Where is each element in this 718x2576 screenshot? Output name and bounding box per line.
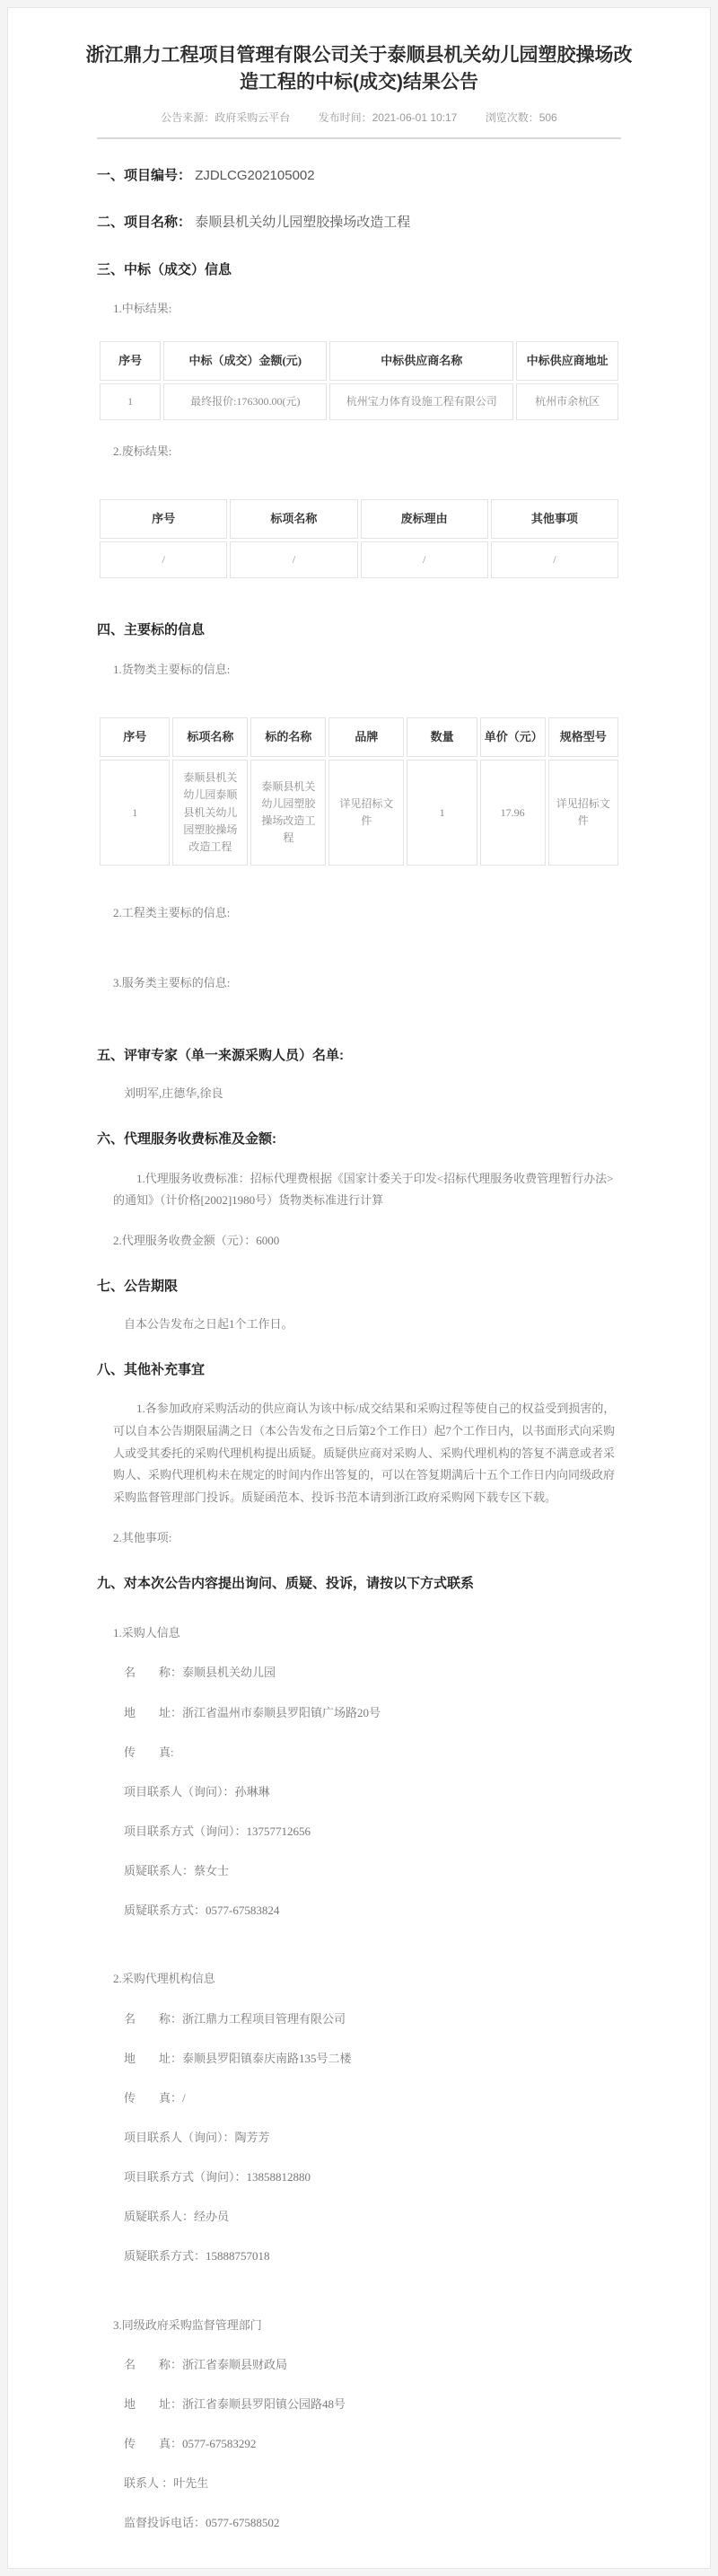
col-header-other: 其他事项	[491, 499, 618, 539]
regulator-complaint-phone: 监督投诉电话：0577-67588502	[124, 2516, 280, 2530]
regulator-contact-person: 联系人 ：叶先生	[124, 2476, 209, 2491]
agency-contact-phone: 项目联系方式（询问）：13858812880	[124, 2170, 311, 2185]
cell-spec: 详见招标文件	[548, 760, 618, 866]
agency-contact-block	[97, 1970, 621, 2265]
cell-subject: 泰顺县机关幼儿园塑胶操场改造工程	[250, 760, 326, 866]
col-header-seq: 序号	[100, 341, 161, 381]
project-number-label: 一、项目编号：	[97, 167, 192, 183]
buyer-title: 1.采购人信息	[113, 1626, 180, 1640]
cell-lot-name: 泰顺县机关幼儿园泰顺县机关幼儿园塑胶操场改造工程	[172, 760, 248, 866]
section-project-name	[97, 213, 621, 233]
cell-amount: 最终报价:176300.00(元)	[163, 383, 327, 420]
regulator-contact-block	[97, 2317, 621, 2533]
works-subject-subheading: 2.工程类主要标的信息:	[113, 906, 231, 920]
table-header-row	[100, 717, 618, 757]
announcement-page	[7, 7, 711, 2569]
buyer-contact-person: 项目联系人（询问）：孙琳琳	[124, 1784, 270, 1798]
col-header-quantity: 数量	[407, 717, 477, 757]
col-header-unit-price: 单价（元）	[480, 717, 546, 757]
buyer-fax: 传 真:	[124, 1745, 174, 1759]
goods-subject-table	[97, 715, 621, 868]
section-agency-fee-heading: 六、代理服务收费标准及金额:	[97, 1131, 276, 1147]
agency-fax: 传 真：/	[124, 2090, 186, 2105]
table-row	[100, 541, 618, 578]
project-name-label: 二、项目名称：	[97, 215, 192, 231]
reject-result-table	[97, 497, 621, 581]
buyer-contact-block	[97, 1624, 621, 1920]
cell-seq: /	[100, 541, 227, 578]
section-notice-period-heading: 七、公告期限	[97, 1279, 179, 1295]
announcement-body	[97, 166, 621, 2533]
col-header-seq: 序号	[100, 717, 170, 757]
buyer-query-phone: 质疑联系方式：0577-67583824	[124, 1903, 280, 1918]
cell-other: /	[491, 541, 618, 578]
agency-contact-person: 项目联系人（询问）：陶芳芳	[124, 2131, 270, 2145]
agency-title: 2.采购代理机构信息	[113, 1972, 215, 1986]
buyer-query-person: 质疑联系人：蔡女士	[124, 1864, 230, 1878]
table-header-row	[100, 341, 618, 381]
cell-lot: /	[230, 541, 357, 578]
regulator-title: 3.同级政府采购监督管理部门	[113, 2317, 262, 2332]
section-contact-heading: 九、对本次公告内容提出询问、质疑、投诉，请按以下方式联系	[97, 1575, 475, 1591]
section-subject-info-heading: 四、主要标的信息	[97, 622, 206, 638]
cell-brand: 详见招标文件	[328, 760, 404, 866]
meta-view-count: 浏览次数：506	[485, 110, 557, 124]
goods-subject-subheading: 1.货物类主要标的信息:	[113, 662, 231, 676]
buyer-address: 地 址：浙江省温州市泰顺县罗阳镇广场路20号	[124, 1705, 381, 1719]
col-header-supplier: 中标供应商名称	[329, 341, 513, 381]
supplementary-other: 2.其他事项:	[113, 1530, 172, 1544]
col-header-subject: 标的名称	[250, 717, 326, 757]
supplementary-clause: 1.各参加政府采购活动的供应商认为该中标/成交结果和采购过程等使自己的权益受到损害的，可以自本公告期限届满之日（本公告发布之日后第2个工作日）起7个工作日内，以书面形式向采购人或受其委托的采购代理机构提出质疑。质疑供应商对采购人、采购代理机构的答复不满意或者采购人、采购代理机构未在规定的时间内作出答复的，可以在答复期满后十五个工作日内向同级政府采购监督管理部门投诉。质疑函范本、投诉书范本请到浙江政府采购网下载专区下载。	[113, 1402, 616, 1504]
regulator-name: 名 称：浙江省泰顺县财政局	[124, 2357, 288, 2371]
reject-result-subheading: 2.废标结果:	[113, 444, 172, 458]
award-result-subheading: 1.中标结果:	[113, 302, 172, 316]
project-number-value: ZJDLCG202105002	[195, 167, 315, 183]
cell-seq: 1	[100, 383, 161, 420]
agency-fee-amount: 2.代理服务收费金额（元）：6000	[113, 1233, 280, 1247]
section-award-info-heading: 三、中标（成交）信息	[97, 261, 232, 277]
cell-address: 杭州市余杭区	[516, 383, 618, 420]
col-header-address: 中标供应商地址	[516, 341, 618, 381]
regulator-fax: 传 真：0577-67583292	[124, 2437, 257, 2450]
cell-unit-price: 17.96	[480, 760, 546, 866]
notice-period-text: 自本公告发布之日起1个工作日。	[124, 1316, 293, 1331]
col-header-reason: 废标理由	[361, 499, 488, 539]
section-project-number	[97, 166, 621, 187]
cell-supplier: 杭州宝力体育设施工程有限公司	[329, 383, 513, 420]
section-experts-heading: 五、评审专家（单一来源采购人员）名单:	[97, 1048, 344, 1064]
col-header-brand: 品牌	[328, 717, 404, 757]
experts-list: 刘明军,庄德华,徐良	[124, 1086, 223, 1100]
page-title: 浙江鼎力工程项目管理有限公司关于泰顺县机关幼儿园塑胶操场改造工程的中标(成交)结果公告	[85, 45, 633, 93]
cell-quantity: 1	[407, 760, 477, 866]
table-row	[100, 383, 618, 420]
meta-bar	[8, 110, 710, 125]
meta-publish-time: 发布时间：2021-06-01 10:17	[318, 110, 458, 124]
buyer-contact-phone: 项目联系方式（询问）：13757712656	[124, 1824, 311, 1839]
agency-fee-standard: 1.代理服务收费标准：招标代理费根据《国家计委关于印发<招标代理服务收费管理暂行办法>的通知》（计价格[2002]1980号）货物类标准进行计算	[113, 1171, 614, 1208]
buyer-name: 名 称：泰顺县机关幼儿园	[124, 1666, 276, 1680]
col-header-seq: 序号	[100, 499, 227, 539]
col-header-lot: 标项名称	[230, 499, 357, 539]
col-header-spec: 规格型号	[548, 717, 618, 757]
regulator-address: 地 址：浙江省泰顺县罗阳镇公园路48号	[124, 2396, 346, 2411]
cell-reason: /	[361, 541, 488, 578]
agency-address: 地 址：泰顺县罗阳镇泰庆南路135号二楼	[124, 2051, 352, 2065]
service-subject-subheading: 3.服务类主要标的信息:	[113, 976, 231, 990]
agency-query-person: 质疑联系人：经办员	[124, 2210, 230, 2224]
table-row	[100, 760, 618, 866]
section-supplementary-heading: 八、其他补充事宜	[97, 1361, 206, 1377]
award-result-table	[97, 338, 621, 423]
agency-name: 名 称：浙江鼎力工程项目管理有限公司	[124, 2011, 346, 2026]
cell-seq: 1	[100, 760, 170, 866]
header-divider	[97, 137, 621, 139]
col-header-lot-name: 标项名称	[172, 717, 248, 757]
agency-query-phone: 质疑联系方式：15888757018	[124, 2249, 270, 2264]
meta-source: 公告来源：政府采购云平台	[161, 110, 291, 124]
col-header-amount: 中标（成交）金额(元)	[163, 341, 327, 381]
table-header-row	[100, 499, 618, 539]
project-name-value: 泰顺县机关幼儿园塑胶操场改造工程	[195, 215, 411, 231]
